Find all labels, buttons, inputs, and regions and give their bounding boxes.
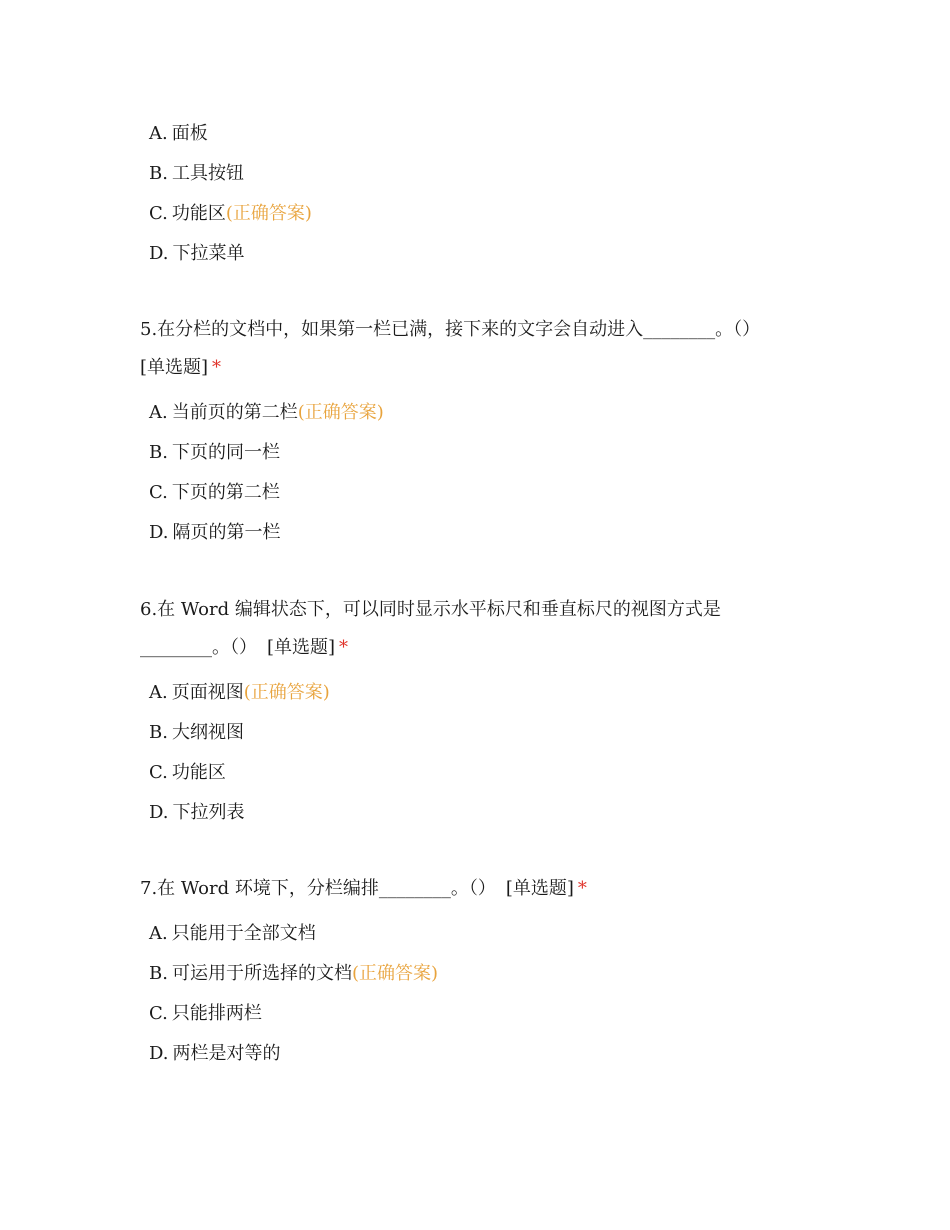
required-mark: * <box>212 357 222 378</box>
option-letter: B. <box>149 722 168 743</box>
option-letter: C. <box>149 762 168 783</box>
option-text: 下页的第二栏 <box>171 482 280 503</box>
option-c[interactable] <box>140 753 740 793</box>
question-type: [单选题] <box>505 878 574 899</box>
question-type: [单选题] <box>267 637 336 658</box>
question-4 <box>140 114 810 274</box>
option-letter: A. <box>149 923 168 944</box>
option-letter: B. <box>149 442 168 463</box>
option-c[interactable] <box>140 994 810 1034</box>
option-text: 下拉菜单 <box>172 243 245 264</box>
option-letter: B. <box>149 963 168 984</box>
option-letter: D. <box>149 1043 169 1064</box>
option-letter: C. <box>149 1003 168 1024</box>
option-letter: A. <box>149 682 168 703</box>
option-d[interactable] <box>140 1034 810 1074</box>
question-text: 5.在分栏的文档中，如果第一栏已满，接下来的文字会自动进入________。（） <box>140 319 761 340</box>
option-letter: D. <box>149 522 169 543</box>
option-letter: B. <box>149 163 168 184</box>
option-text: 工具按钮 <box>171 163 244 184</box>
option-b[interactable] <box>140 713 740 753</box>
option-b[interactable] <box>140 154 810 194</box>
option-d[interactable] <box>140 513 810 553</box>
question-text: 6.在 Word 编辑状态下，可以同时显示水平标尺和垂直标尺的视图方式是________。（） <box>140 599 721 658</box>
question-5 <box>140 311 810 553</box>
question-type: [单选题] <box>140 357 209 378</box>
option-d[interactable] <box>140 234 810 274</box>
option-text: 两栏是对等的 <box>172 1043 281 1064</box>
question-7 <box>140 870 810 1074</box>
question-stem <box>140 311 810 387</box>
option-letter: D. <box>149 802 169 823</box>
option-b[interactable] <box>140 954 810 994</box>
option-text: 可运用于所选择的文档 <box>171 963 352 984</box>
option-text: 功能区 <box>171 762 226 783</box>
option-c[interactable] <box>140 473 810 513</box>
option-letter: A. <box>149 402 168 423</box>
option-text: 只能用于全部文档 <box>171 923 316 944</box>
required-mark: * <box>577 878 587 899</box>
option-a[interactable] <box>140 114 810 154</box>
question-6 <box>140 591 740 833</box>
option-a[interactable] <box>140 914 810 954</box>
required-mark: * <box>339 637 349 658</box>
correct-answer-mark: (正确答案) <box>351 963 438 984</box>
option-a[interactable] <box>140 393 810 433</box>
option-letter: A. <box>149 123 168 144</box>
option-text: 当前页的第二栏 <box>171 402 298 423</box>
question-stem <box>140 870 810 908</box>
option-text: 功能区 <box>171 203 226 224</box>
option-text: 大纲视图 <box>171 722 244 743</box>
option-text: 只能排两栏 <box>171 1003 262 1024</box>
option-letter: D. <box>149 243 169 264</box>
option-text: 隔页的第一栏 <box>172 522 281 543</box>
option-letter: C. <box>149 482 168 503</box>
question-text: 7.在 Word 环境下，分栏编排________。（） <box>140 878 496 899</box>
correct-answer-mark: (正确答案) <box>243 682 330 703</box>
option-text: 下页的同一栏 <box>171 442 280 463</box>
correct-answer-mark: (正确答案) <box>225 203 312 224</box>
correct-answer-mark: (正确答案) <box>297 402 384 423</box>
option-b[interactable] <box>140 433 810 473</box>
option-c[interactable] <box>140 194 810 234</box>
option-text: 面板 <box>171 123 208 144</box>
option-text: 页面视图 <box>171 682 244 703</box>
option-a[interactable] <box>140 673 740 713</box>
question-stem <box>140 591 740 667</box>
option-letter: C. <box>149 203 168 224</box>
option-text: 下拉列表 <box>172 802 245 823</box>
option-d[interactable] <box>140 793 740 833</box>
